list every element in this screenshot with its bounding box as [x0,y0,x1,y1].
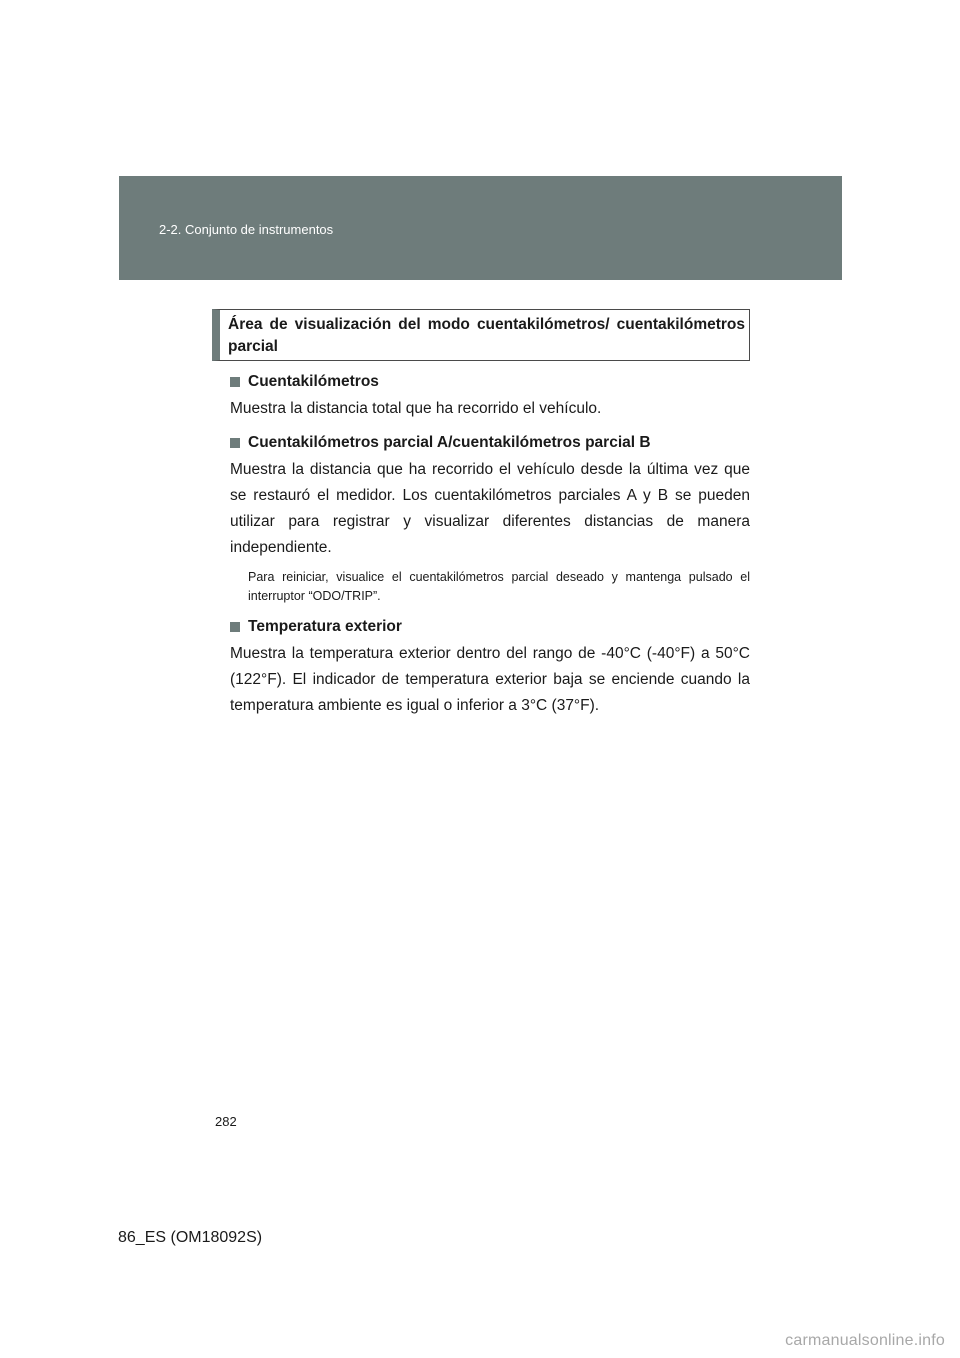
item-heading [230,371,750,393]
item-body: Muestra la distancia que ha recorrido el vehículo desde la última vez que se restauró el medidor. Los cuentakilómetros parciales A y B se pueden utilizar para registrar y visualizar diferentes distancias de manera independiente. [230,461,750,556]
section-label: 2-2. Conjunto de instrumentos [159,222,334,237]
item-outside-temperature [230,616,750,719]
main-content [212,309,750,719]
item-body: Muestra la temperatura exterior dentro del rango de -40°C (-40°F) a 50°C (122°F). El indicador de temperatura exterior baja se enciende cuando la temperatura ambiente es igual o inferior a 3°C (37°F). [230,645,750,714]
item-trip-meter [230,432,750,606]
item-heading [230,432,750,454]
watermark: carmanualsonline.info [785,1332,945,1349]
item-odometer [230,371,750,422]
header-band [119,176,842,280]
square-bullet-icon [230,377,240,387]
section-title: Área de visualización del modo cuentakilómetros/ cuentakilómetros parcial [212,309,750,361]
square-bullet-icon [230,438,240,448]
item-note: Para reiniciar, visualice el cuentakilómetros parcial deseado y mantenga pulsado el interruptor “ODO/TRIP”. [248,570,750,603]
page-number: 282 [215,1114,237,1129]
heading-text: Cuentakilómetros [248,373,379,390]
item-heading [230,616,750,638]
item-body: Muestra la distancia total que ha recorrido el vehículo. [230,400,602,417]
square-bullet-icon [230,622,240,632]
heading-text: Temperatura exterior [248,618,402,635]
heading-text: Cuentakilómetros parcial A/cuentakilómetros parcial B [248,434,651,451]
document-code: 86_ES (OM18092S) [118,1229,263,1246]
